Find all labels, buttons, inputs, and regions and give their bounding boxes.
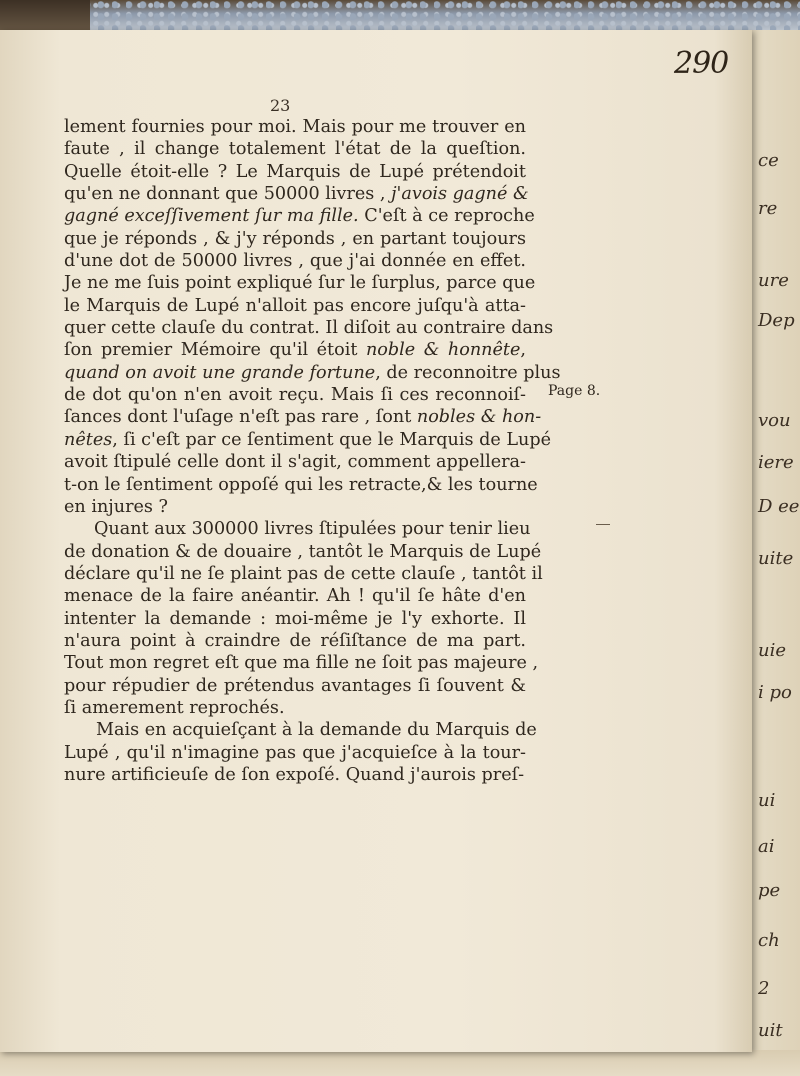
text-line (64, 317, 554, 339)
text-line (64, 742, 526, 764)
roman-text: Quelle étoit-elle ? Le Marquis de Lupé prétendoit (64, 161, 526, 182)
roman-text: avoit ſtipulé celle dont il s'agit, comment appellera- (64, 452, 526, 473)
roman-text: le Marquis de Lupé n'alloit pas encore juſqu'à atta- (64, 295, 526, 316)
text-line (64, 228, 526, 250)
underlying-manuscript-bottom (0, 1050, 800, 1076)
handwriting-fragment: ure (758, 270, 789, 291)
text-line (64, 362, 561, 384)
text-line (64, 496, 526, 518)
text-line (64, 116, 526, 138)
text-line (64, 630, 526, 652)
text-line (64, 429, 552, 451)
text-line (64, 339, 526, 361)
roman-text: t-on le ſentiment oppoſé qui les retracte,& les tourne (64, 474, 538, 495)
text-line (64, 608, 526, 630)
roman-text: que je réponds , & j'y réponds , en partant toujours (64, 228, 526, 249)
text-line (64, 406, 542, 428)
roman-text: quer cette clauſe du contrat. Il diſoit au contraire dans (64, 318, 554, 339)
text-line (64, 652, 539, 674)
binding-edge (0, 0, 90, 34)
text-line (64, 384, 526, 406)
roman-text: Quant aux 300000 livres ſtipulées pour tenir lieu (94, 519, 531, 540)
roman-text: ſi amerement reprochés. (64, 697, 285, 718)
handwriting-fragment: uit (758, 1020, 783, 1041)
handwriting-fragment: ch (758, 930, 780, 951)
text-line (64, 518, 531, 540)
italic-text: j'avois gagné & (391, 184, 529, 205)
italic-text: nobles & hon- (416, 407, 542, 428)
italic-text: quand on avoit une grande fortune (64, 362, 376, 383)
roman-text: pour répudier de prétendus avantages ſi ſouvent & (64, 675, 526, 696)
body-text (64, 116, 561, 786)
text-line (64, 697, 526, 719)
handwriting-fragment: iere (758, 452, 794, 473)
text-line (64, 719, 537, 741)
text-line (64, 474, 538, 496)
text-line (64, 183, 529, 205)
text-line (64, 161, 526, 183)
margin-rule (596, 524, 610, 525)
handwriting-fragment: vou (758, 410, 791, 431)
margin-note: Page 8. (548, 383, 601, 399)
roman-text: en injures ? (64, 496, 168, 517)
text-line (64, 272, 536, 294)
roman-text: Je ne me ſuis point expliqué ſur le ſurplus, parce que (64, 273, 536, 294)
text-line (64, 541, 542, 563)
text-line (64, 250, 526, 272)
italic-text: nêtes (64, 429, 113, 450)
italic-text: gagné exceſſivement ſur ma fille. (64, 206, 359, 227)
text-line (64, 675, 526, 697)
text-line (64, 295, 526, 317)
marbled-endpaper (0, 0, 800, 34)
handwriting-fragment: D ee (758, 496, 800, 517)
roman-text: nure artificieuſe de ſon expoſé. Quand j'aurois preſ- (64, 764, 525, 785)
text-line (64, 563, 543, 585)
printed-page (0, 30, 752, 1052)
roman-text: , (520, 340, 526, 361)
handwriting-fragment: pe (758, 880, 781, 901)
handwriting-fragment: ai (758, 836, 775, 857)
handwriting-fragment: uite (758, 548, 794, 569)
text-line (64, 451, 526, 473)
handwriting-fragment: i po (758, 682, 792, 703)
italic-text: noble & honnête (365, 340, 521, 361)
handwriting-fragment: 2 (758, 978, 770, 999)
text-line (64, 585, 526, 607)
text-line (64, 764, 526, 786)
text-line (64, 205, 535, 227)
handwriting-fragment: re (758, 198, 778, 219)
roman-text: ſon premier Mémoire qu'il étoit (64, 340, 366, 361)
page-number: 23 (270, 96, 291, 115)
roman-text: qu'en ne donnant que 50000 livres , (64, 184, 392, 205)
roman-text: Lupé , qu'il n'imagine pas que j'acquieſce à la tour- (64, 742, 526, 763)
roman-text: d'une dot de 50000 livres , que j'ai donnée en effet. (64, 251, 526, 272)
handwriting-fragment: Dep (758, 310, 795, 331)
roman-text: de dot qu'on n'en avoit reçu. Mais ſi ces reconnoiſ- (64, 385, 526, 406)
roman-text: lement fournies pour moi. Mais pour me trouver en (64, 117, 526, 137)
roman-text: intenter la demande : moi-même je l'y exhorte. Il (64, 608, 526, 629)
roman-text: déclare qu'il ne ſe plaint pas de cette clauſe , tantôt il (64, 563, 543, 584)
handwriting-fragment: ce (758, 150, 779, 171)
roman-text: ſances dont l'uſage n'eſt pas rare , ſont (64, 407, 417, 428)
roman-text: Tout mon regret eſt que ma fille ne ſoit pas majeure , (64, 653, 539, 674)
roman-text: , ſi c'eſt par ce ſentiment que le Marquis de Lupé (112, 429, 552, 450)
folio-number: 290 (674, 46, 729, 81)
roman-text: menace de la faire anéantir. Ah ! qu'il ſe hâte d'en (64, 586, 526, 607)
roman-text: Mais en acquieſçant à la demande du Marquis de (96, 720, 537, 741)
text-line (64, 138, 526, 160)
roman-text: C'eſt à ce reproche (358, 206, 535, 227)
handwriting-fragment: ui (758, 790, 776, 811)
roman-text: , de reconnoitre plus (375, 362, 561, 383)
handwriting-fragment: uie (758, 640, 787, 661)
roman-text: de donation & de douaire , tantôt le Marquis de Lupé (64, 541, 542, 562)
roman-text: n'aura point à craindre de réſiſtance de ma part. (64, 630, 526, 651)
roman-text: faute , il change totalement l'état de la queſtion. (64, 139, 526, 160)
